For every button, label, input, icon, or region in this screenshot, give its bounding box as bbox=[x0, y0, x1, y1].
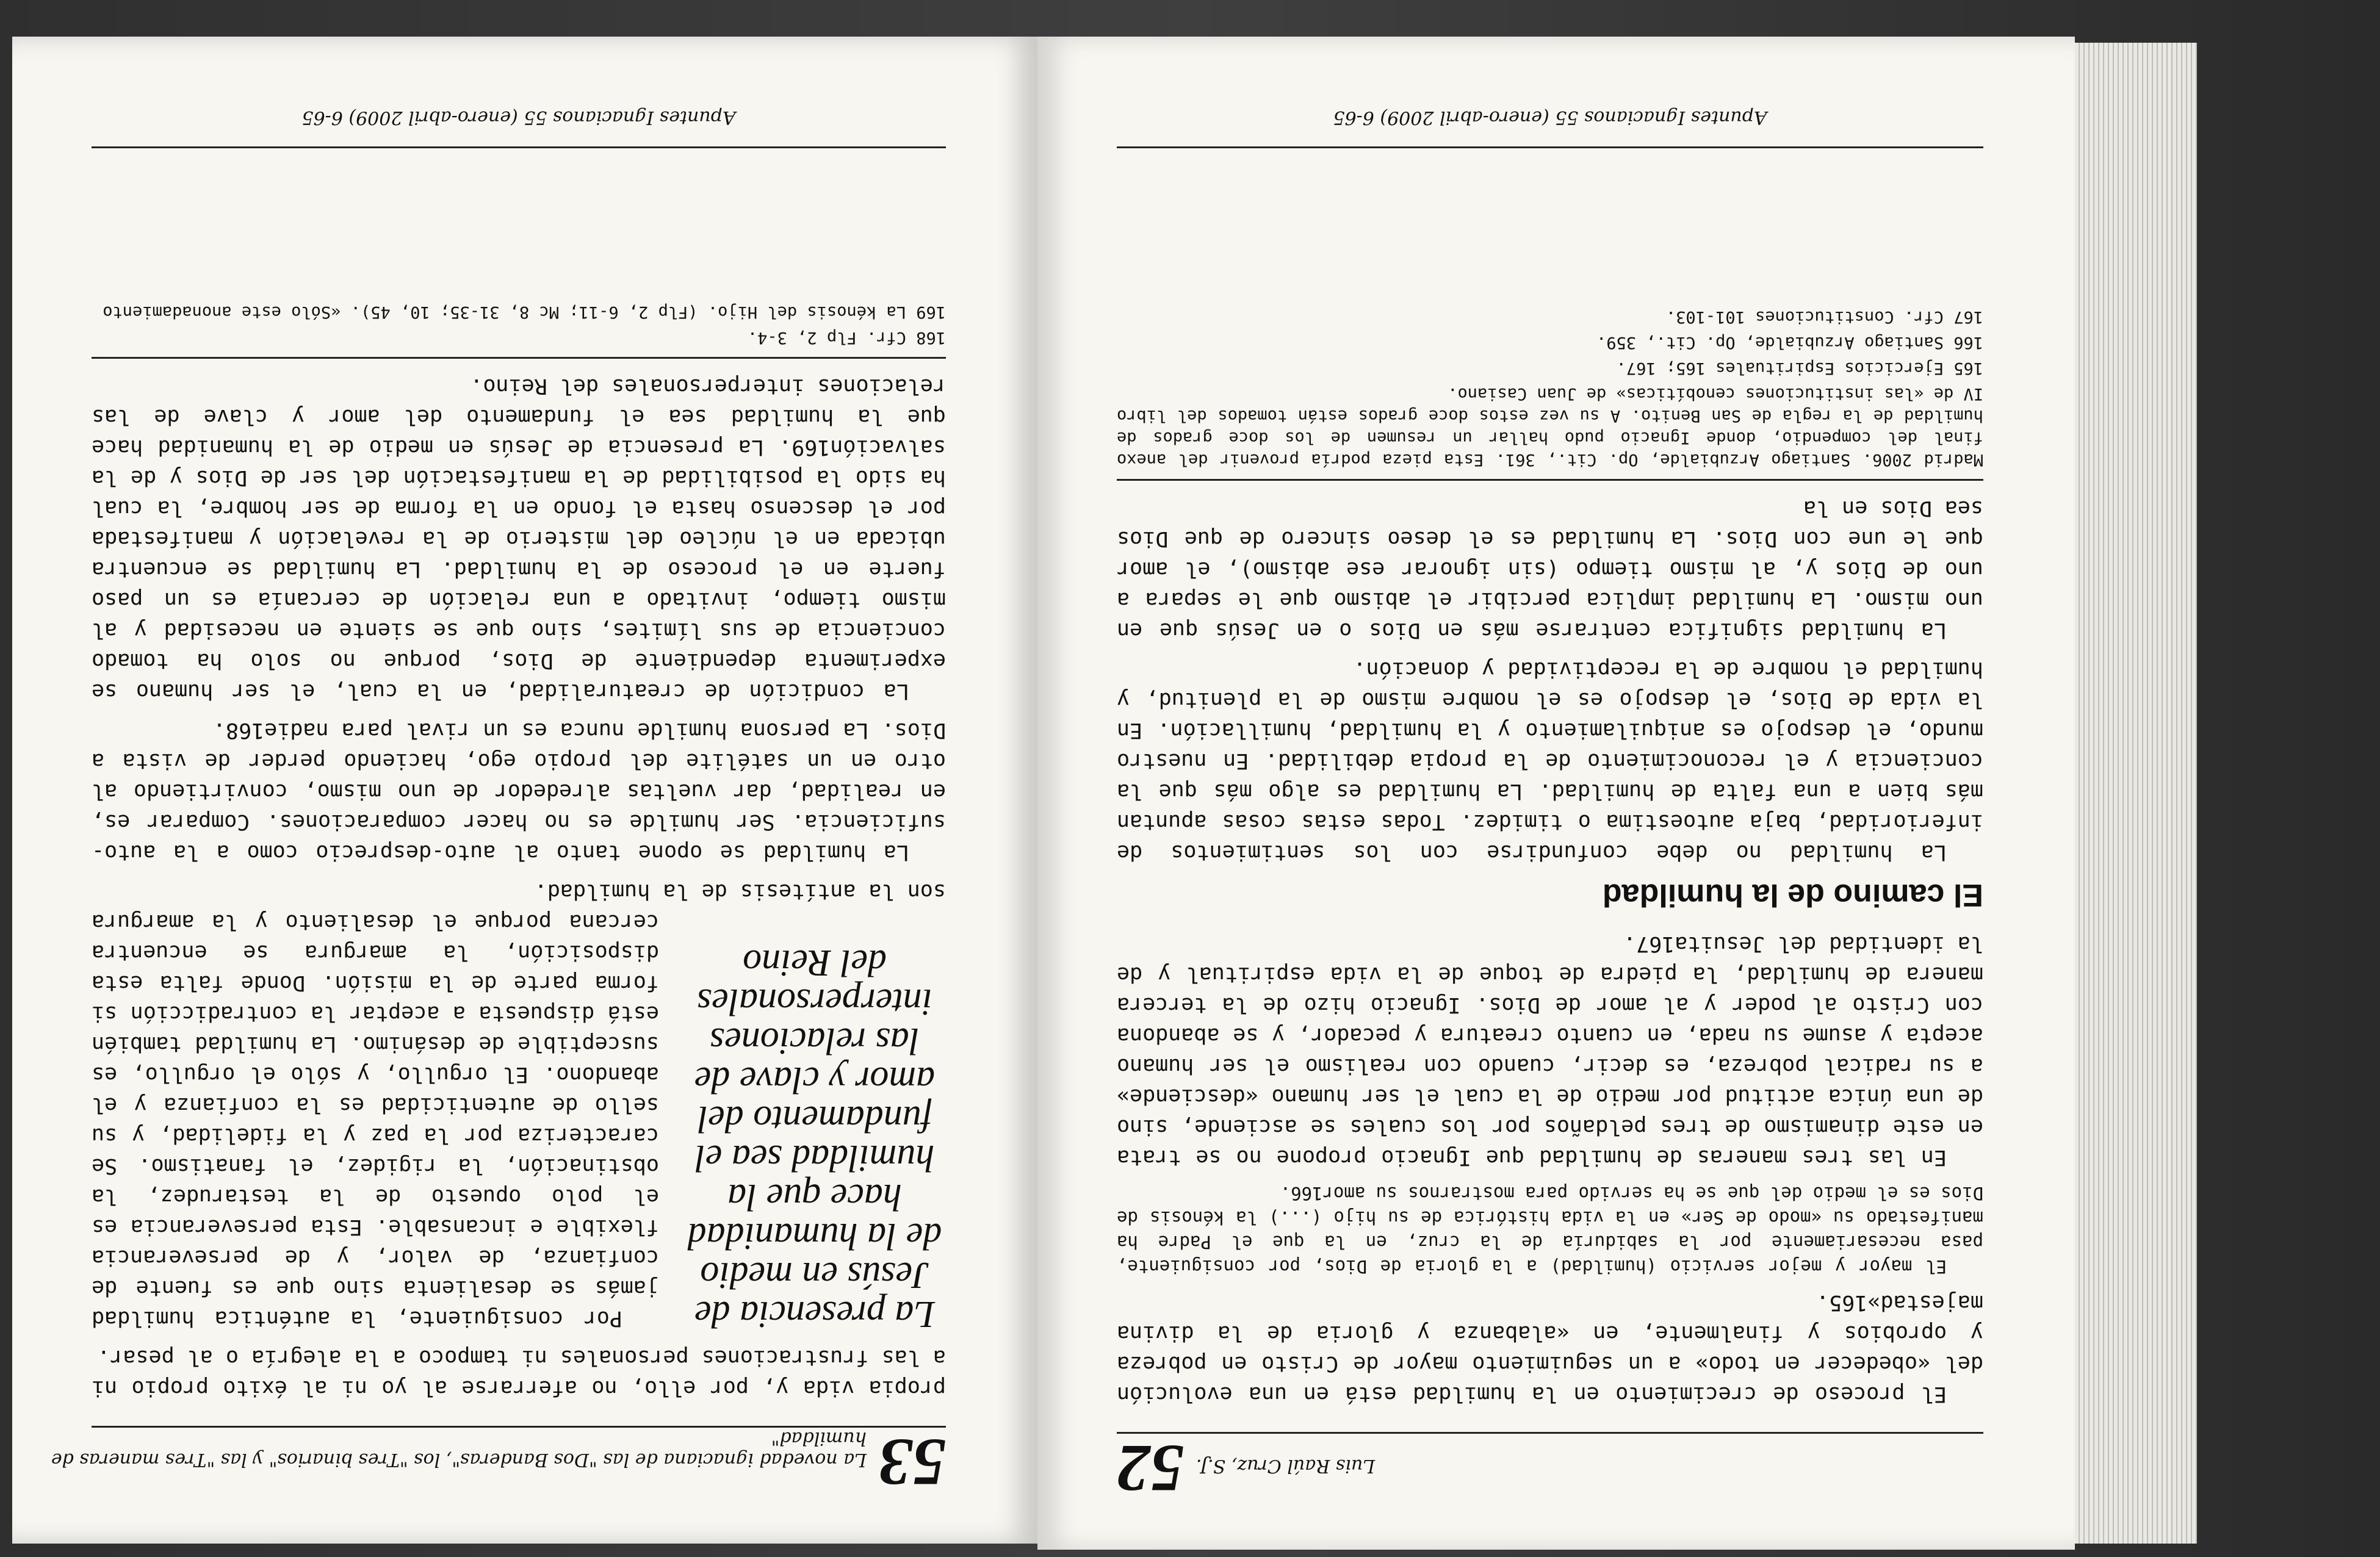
left-running-head bbox=[51, 1425, 946, 1500]
page-edges bbox=[2075, 43, 2197, 1544]
left-page bbox=[12, 37, 1037, 1544]
footnote: 166 Santiago Arzubialde, Op. Cit., 359. bbox=[1596, 333, 1983, 352]
footnote: 168 Cfr. Flp 2, 3-4. bbox=[747, 328, 946, 347]
journal-citation: Apuntes Ignacianos 55 (enero-abril 2009) 6-65 bbox=[301, 107, 736, 128]
paragraph: En las tres maneras de humildad que Ignacio propone no se trata en este dinamismo de tres peldaños por los cuales se asciende, sino de una única actitud por medio de la cual el ser humano «desciende» a su radical pobreza, es decir, cuando con realismo el ser humano acepta y asume su nada, en cuanto creatura y pecador, y se abandona con Cristo al poder y al amor de Dios. Ignacio hizo de la tercera manera de humildad, la piedra de toque de la vida espiritual y de la identidad del Jesuita167. bbox=[1117, 932, 1983, 1170]
paragraph: La condición de creaturalidad, en la cual, el ser humano se experimenta dependiente de Dios, porque no solo ha tomado conciencia de sus límites, sino que se siente en necesidad y al mismo tiempo, invitado a una relación de cercanía es un paso fuerte en el proceso de la humildad. La humildad se encuentra ubicada en el núcleo del misterio de la revelación y manifestada por el descenso hasta el fondo en la forma de ser hombre, la cual ha sido la posibilidad de la manifestación del ser de Dios y de la salvación169. La presencia de Jesús en medio de la humanidad hace que la humildad sea el fundamento del amor y clave de las relaciones interpersonales del Reino. bbox=[92, 374, 946, 703]
footnote-rule bbox=[1117, 479, 1983, 481]
author-running-title: Luis Raúl Cruz, S.J. bbox=[1196, 1455, 1376, 1476]
paragraph: El proceso de crecimiento en la humildad está en una evolución del «obedecer en todo» a un seguimiento mayor de Cristo en pobreza y oprobios y finalmente, en «alabanza y gloria de la divina majestad»165. bbox=[1117, 1290, 1983, 1406]
running-title: La novedad ignaciana de las "Dos Banderas", los "Tres binarios" y las "Tres maneras de humildad" bbox=[51, 1428, 867, 1470]
right-page-rotated-content bbox=[1037, 37, 2075, 1550]
paragraph: propia vida y, por ello, no aferrarse al yo ni al éxito propio ni a las frustraciones personales ni tampoco a la alegría o al pesar. bbox=[92, 1345, 946, 1400]
page-number-52: 52 bbox=[1117, 1431, 1184, 1506]
right-running-head bbox=[1117, 1431, 1983, 1506]
paragraph-small: El mayor y mejor servicio (humildad) a la gloria de Dios, por consiguiente, pasa necesariamente por la sabiduría de la cruz, en la que el Padre ha manifestado su «modo de Ser» en la vida histórica de su hijo (...) la kénosis de Dios es el medio del que se ha servido para mostrarnos su amor166. bbox=[1117, 1183, 1983, 1277]
footnote: 165 Ejercicios Espirituales 165; 167. bbox=[1616, 359, 1983, 378]
right-page bbox=[1037, 37, 2075, 1550]
open-book bbox=[0, 37, 2197, 1557]
journal-footer bbox=[92, 92, 946, 148]
paragraph: La humildad se opone tanto al auto-desprecio como a la auto-suficiencia. Ser humilde es no hacer comparaciones. Comparar es, en realidad, dar vueltas alrededor de uno mismo, convirtiendo al otro en un satélite del propio ego, haciendo perder de vista a Dios. La persona humilde nunca es un rival para nadie168. bbox=[92, 718, 946, 865]
left-body-text bbox=[92, 297, 946, 1403]
footnote-rule bbox=[92, 357, 946, 359]
pull-quote: La presencia de Jesús en medio de la humanidad hace que la humildad sea el fundamento del amor y clave de las relaciones interpersonales del Reino bbox=[687, 942, 942, 1335]
section-heading: El camino de la humildad bbox=[1602, 877, 1983, 913]
left-page-rotated-content bbox=[12, 37, 1037, 1544]
right-body-text bbox=[1117, 302, 1983, 1409]
footnote: 169 La kénosis del Hijo. (Flp 2, 6-11; Mc 8, 31-35; 10, 45). «Sólo este anonadamiento bbox=[103, 303, 946, 322]
paragraph: La humildad significa centrarse más en Dios o en Jesús que en uno mismo. La humildad implica percibir el abismo que le separa a uno de Dios y, al mismo tiempo (sin ignorar ese abismo), el amor que le une con Dios. La humildad es el deseo sincero de que Dios sea Dios en la bbox=[1117, 496, 1983, 642]
paragraph: La humildad no debe confundirse con los sentimientos de inferioridad, baja autoestima o timidez. Todas estas cosas apuntan más bien a una falta de humildad. La humildad es algo más que la conciencia y el reconocimiento de la propia debilidad. En nuestro mundo, el despojo es aniquilamiento y la humildad, humillación. En la vida de Dios, el despojo es el nombre mismo de la plenitud, y humildad el nombre de la receptividad y donación. bbox=[1117, 657, 1983, 865]
page-number-53: 53 bbox=[879, 1425, 946, 1500]
journal-footer bbox=[1117, 92, 1983, 148]
paragraph: Por consiguiente, la auténtica humildad jamás se desalienta sino que es fuente de confianza, de valor, y de perseverancia flexible e incansable. Esta perseverancia es el polo opuesto de la testarudez, la obstinación, la rigidez, el fanatismo. Se caracteriza por la paz y la fidelidad, y su sello de autenticidad es la confianza y el abandono. El orgullo, y sólo el orgullo, es susceptible de desánimo. La humildad también está dispuesta a aceptar la contradicción si forma parte de la misión. Donde falta esta disposición, la amargura se encuentra cercana porque el desaliento y la amargura son la antítesis de la humildad. bbox=[92, 879, 946, 1331]
journal-citation: Apuntes Ignacianos 55 (enero-abril 2009) 6-65 bbox=[1333, 107, 1767, 128]
footnote: Madrid 2006. Santiago Arzubialde, Op. Cit., 361. Esta pieza podría provenir del anexo final del compendio, donde Ignacio pudo hallar un resumen de los doce grados de humildad de la regla de San Benito. A su vez estos doce grados están tomados del libro IV de «las instituciones cenobíticas» de Juan Casiano. bbox=[1117, 384, 1983, 469]
footnote: 167 Cfr. Constituciones 101-103. bbox=[1665, 307, 1983, 326]
